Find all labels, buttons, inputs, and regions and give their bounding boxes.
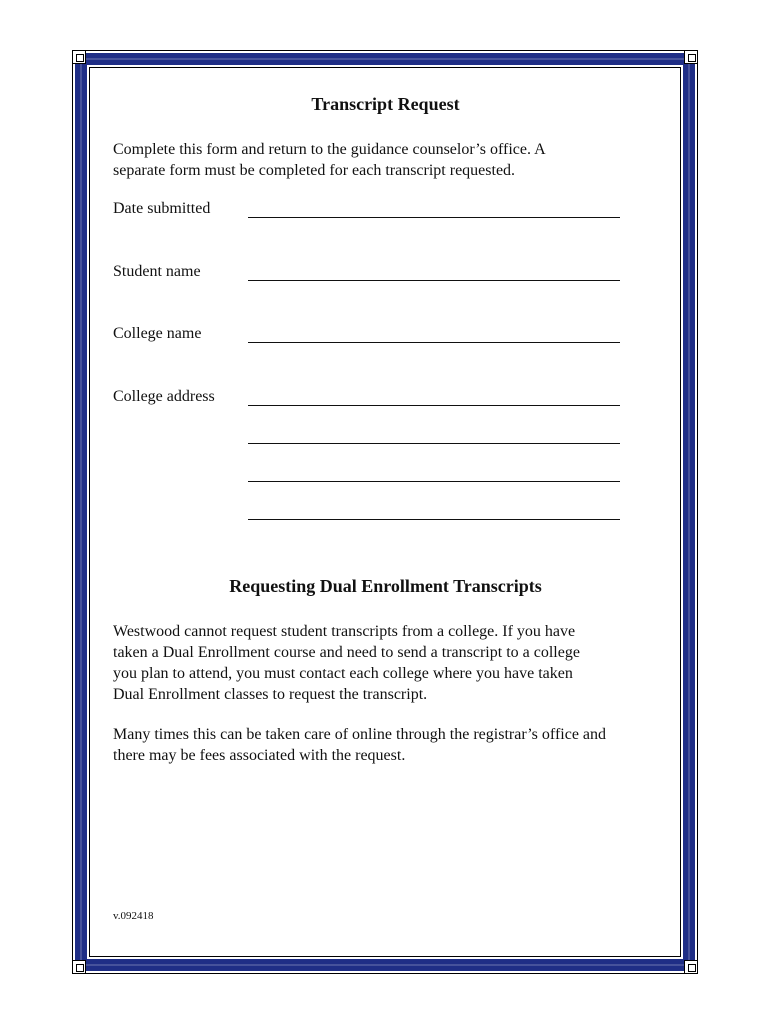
college-address-blank-3[interactable] bbox=[248, 481, 620, 482]
field-date-submitted bbox=[113, 200, 633, 220]
paragraph-line: Dual Enrollment classes to request the transcript. bbox=[113, 686, 428, 703]
college-name-blank[interactable] bbox=[248, 342, 620, 343]
section-title: Requesting Dual Enrollment Transcripts bbox=[229, 576, 542, 596]
field-label: Student name bbox=[113, 263, 201, 280]
college-address-blank-4[interactable] bbox=[248, 519, 620, 520]
field-label: College name bbox=[113, 325, 202, 342]
paragraph-line: there may be fees associated with the request. bbox=[113, 747, 406, 764]
college-address-blank-1[interactable] bbox=[248, 405, 620, 406]
corner-ornament-bottom-left bbox=[72, 960, 86, 974]
paragraph-line: taken a Dual Enrollment course and need to send a transcript to a college bbox=[113, 644, 580, 661]
instructions-line: Complete this form and return to the guidance counselor’s office. A bbox=[113, 141, 546, 158]
college-address-blank-2[interactable] bbox=[248, 443, 620, 444]
date-submitted-blank[interactable] bbox=[248, 217, 620, 218]
paragraph-line: Westwood cannot request student transcripts from a college. If you have bbox=[113, 623, 576, 640]
paragraph-registrar bbox=[113, 724, 663, 766]
paragraph-line: Many times this can be taken care of online through the registrar’s office and bbox=[113, 726, 607, 743]
paragraph-dual-enrollment bbox=[113, 621, 663, 705]
form-instructions bbox=[113, 139, 658, 181]
form-title: Transcript Request bbox=[311, 94, 460, 114]
corner-ornament-top-left bbox=[72, 50, 86, 64]
field-label: College address bbox=[113, 388, 215, 405]
paragraph-line: you plan to attend, you must contact each college where you have taken bbox=[113, 665, 573, 682]
instructions-line: separate form must be completed for each transcript requested. bbox=[113, 162, 516, 179]
version-number: v.092418 bbox=[113, 910, 154, 922]
field-label: Date submitted bbox=[113, 200, 211, 217]
field-college-address bbox=[113, 388, 633, 528]
student-name-blank[interactable] bbox=[248, 280, 620, 281]
field-college-name bbox=[113, 325, 633, 345]
corner-ornament-top-right bbox=[684, 50, 698, 64]
field-student-name bbox=[113, 263, 633, 283]
corner-ornament-bottom-right bbox=[684, 960, 698, 974]
